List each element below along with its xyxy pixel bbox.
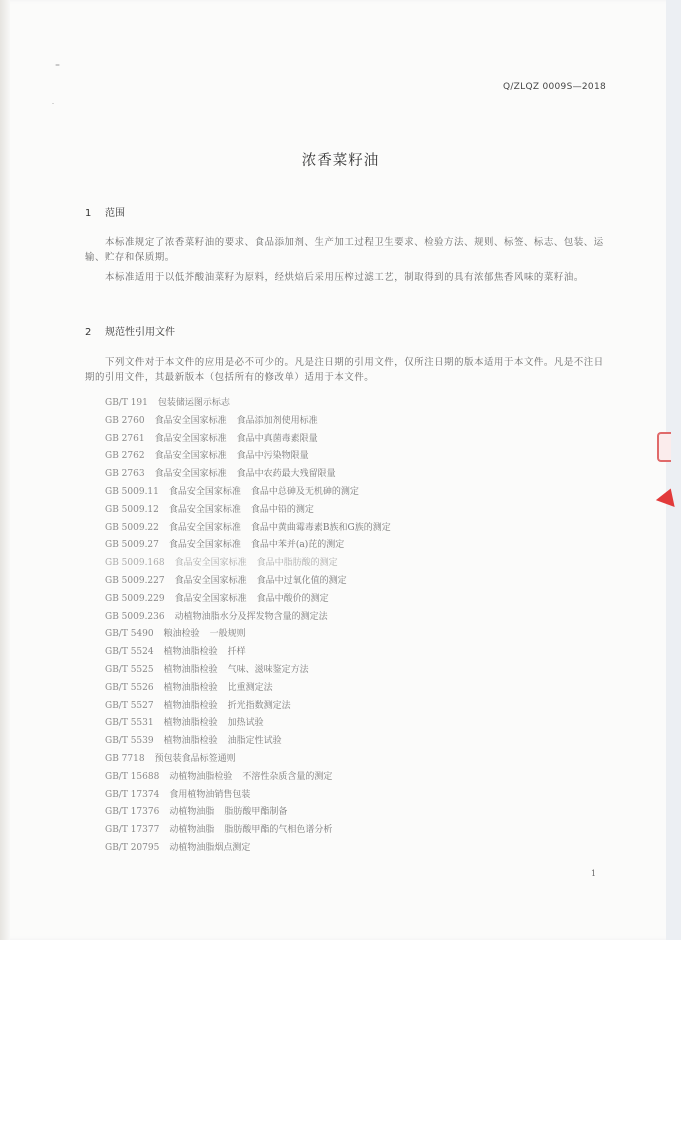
section-number: 1 xyxy=(85,208,92,219)
scope-paragraph-1: 本标准规定了浓香菜籽油的要求、食品添加剂、生产加工过程卫生要求、检验方法、规则、标签、标志、包装、运输、贮存和保质期。 xyxy=(85,237,604,263)
scan-speck: = xyxy=(55,62,61,69)
reference-item: GB/T 17374 食用植物油销售包装 xyxy=(105,789,251,800)
reference-item: GB 2763 食品安全国家标准 食品中农药最大残留限量 xyxy=(105,469,336,480)
reference-item: GB/T 15688 动植物油脂检验 不溶性杂质含量的测定 xyxy=(105,771,333,782)
reference-item: GB 5009.227 食品安全国家标准 食品中过氧化值的测定 xyxy=(105,575,347,586)
reference-item: GB 2762 食品安全国家标准 食品中污染物限量 xyxy=(105,451,309,462)
reference-item: GB/T 5527 植物油脂检验 折光指数测定法 xyxy=(105,700,291,711)
reference-item: GB 5009.236 动植物油脂水分及挥发物含量的测定法 xyxy=(105,611,328,622)
red-stamp-fragment xyxy=(657,432,671,462)
reference-item: GB 7718 预包装食品标签通则 xyxy=(105,753,236,764)
reference-item: GB 5009.229 食品安全国家标准 食品中酸价的测定 xyxy=(105,593,329,604)
section-heading-scope xyxy=(85,204,125,219)
section-title: 规范性引用文件 xyxy=(105,327,175,338)
reference-item: GB/T 5525 植物油脂检验 气味、滋味鉴定方法 xyxy=(105,664,309,675)
reference-item: GB/T 20795 动植物油脂烟点测定 xyxy=(105,842,251,853)
page-binding-edge xyxy=(0,0,10,940)
reference-item: GB/T 5539 植物油脂检验 油脂定性试验 xyxy=(105,736,282,747)
reference-item: GB/T 191 包装储运图示标志 xyxy=(105,398,230,408)
reference-item: GB/T 5531 植物油脂检验 加热试验 xyxy=(105,718,264,729)
reference-item: GB 5009.27 食品安全国家标准 食品中苯并(a)芘的测定 xyxy=(105,540,345,551)
document-code: Q/ZLQZ 0009S—2018 xyxy=(502,82,606,92)
page-number: 1 xyxy=(591,869,597,878)
document-title: 浓香菜籽油 xyxy=(301,153,380,169)
scope-paragraph-2: 本标准适用于以低芥酸油菜籽为原料，经烘焙后采用压榨过滤工艺，制取得到的具有浓郁焦香风味的菜籽油。 xyxy=(105,272,584,283)
reference-item: GB/T 17376 动植物油脂 脂肪酸甲酯制备 xyxy=(105,807,288,818)
scan-speck: - xyxy=(52,100,55,107)
reference-item: GB/T 5490 粮油检验 一般规则 xyxy=(105,629,246,640)
references-intro-paragraph: 下列文件对于本文件的应用是必不可少的。凡是注日期的引用文件，仅所注日期的版本适用于本文件。凡是不注日期的引用文件，其最新版本（包括所有的修改单）适用于本文件。 xyxy=(85,357,604,383)
reference-item: GB 5009.168 食品安全国家标准 食品中脂肪酸的测定 xyxy=(105,558,338,569)
reference-item: GB 5009.12 食品安全国家标准 食品中铅的测定 xyxy=(105,504,314,515)
reference-item: GB 2760 食品安全国家标准 食品添加剂使用标准 xyxy=(105,415,318,426)
reference-list xyxy=(105,395,391,858)
reference-item: GB/T 5526 植物油脂检验 比重测定法 xyxy=(105,682,273,693)
section-title: 范围 xyxy=(105,208,125,219)
scan-margin-strip xyxy=(666,0,681,940)
reference-item: GB/T 5524 植物油脂检验 扦样 xyxy=(105,647,246,658)
section-heading-references xyxy=(85,323,175,338)
reference-item: GB 5009.11 食品安全国家标准 食品中总砷及无机砷的测定 xyxy=(105,486,359,497)
reference-item: GB 5009.22 食品安全国家标准 食品中黄曲霉毒素B族和G族的测定 xyxy=(105,522,391,533)
reference-item: GB/T 17377 动植物油脂 脂肪酸甲酯的气相色谱分析 xyxy=(105,825,333,836)
section-number: 2 xyxy=(85,327,92,338)
reference-item: GB 2761 食品安全国家标准 食品中真菌毒素限量 xyxy=(105,433,318,444)
